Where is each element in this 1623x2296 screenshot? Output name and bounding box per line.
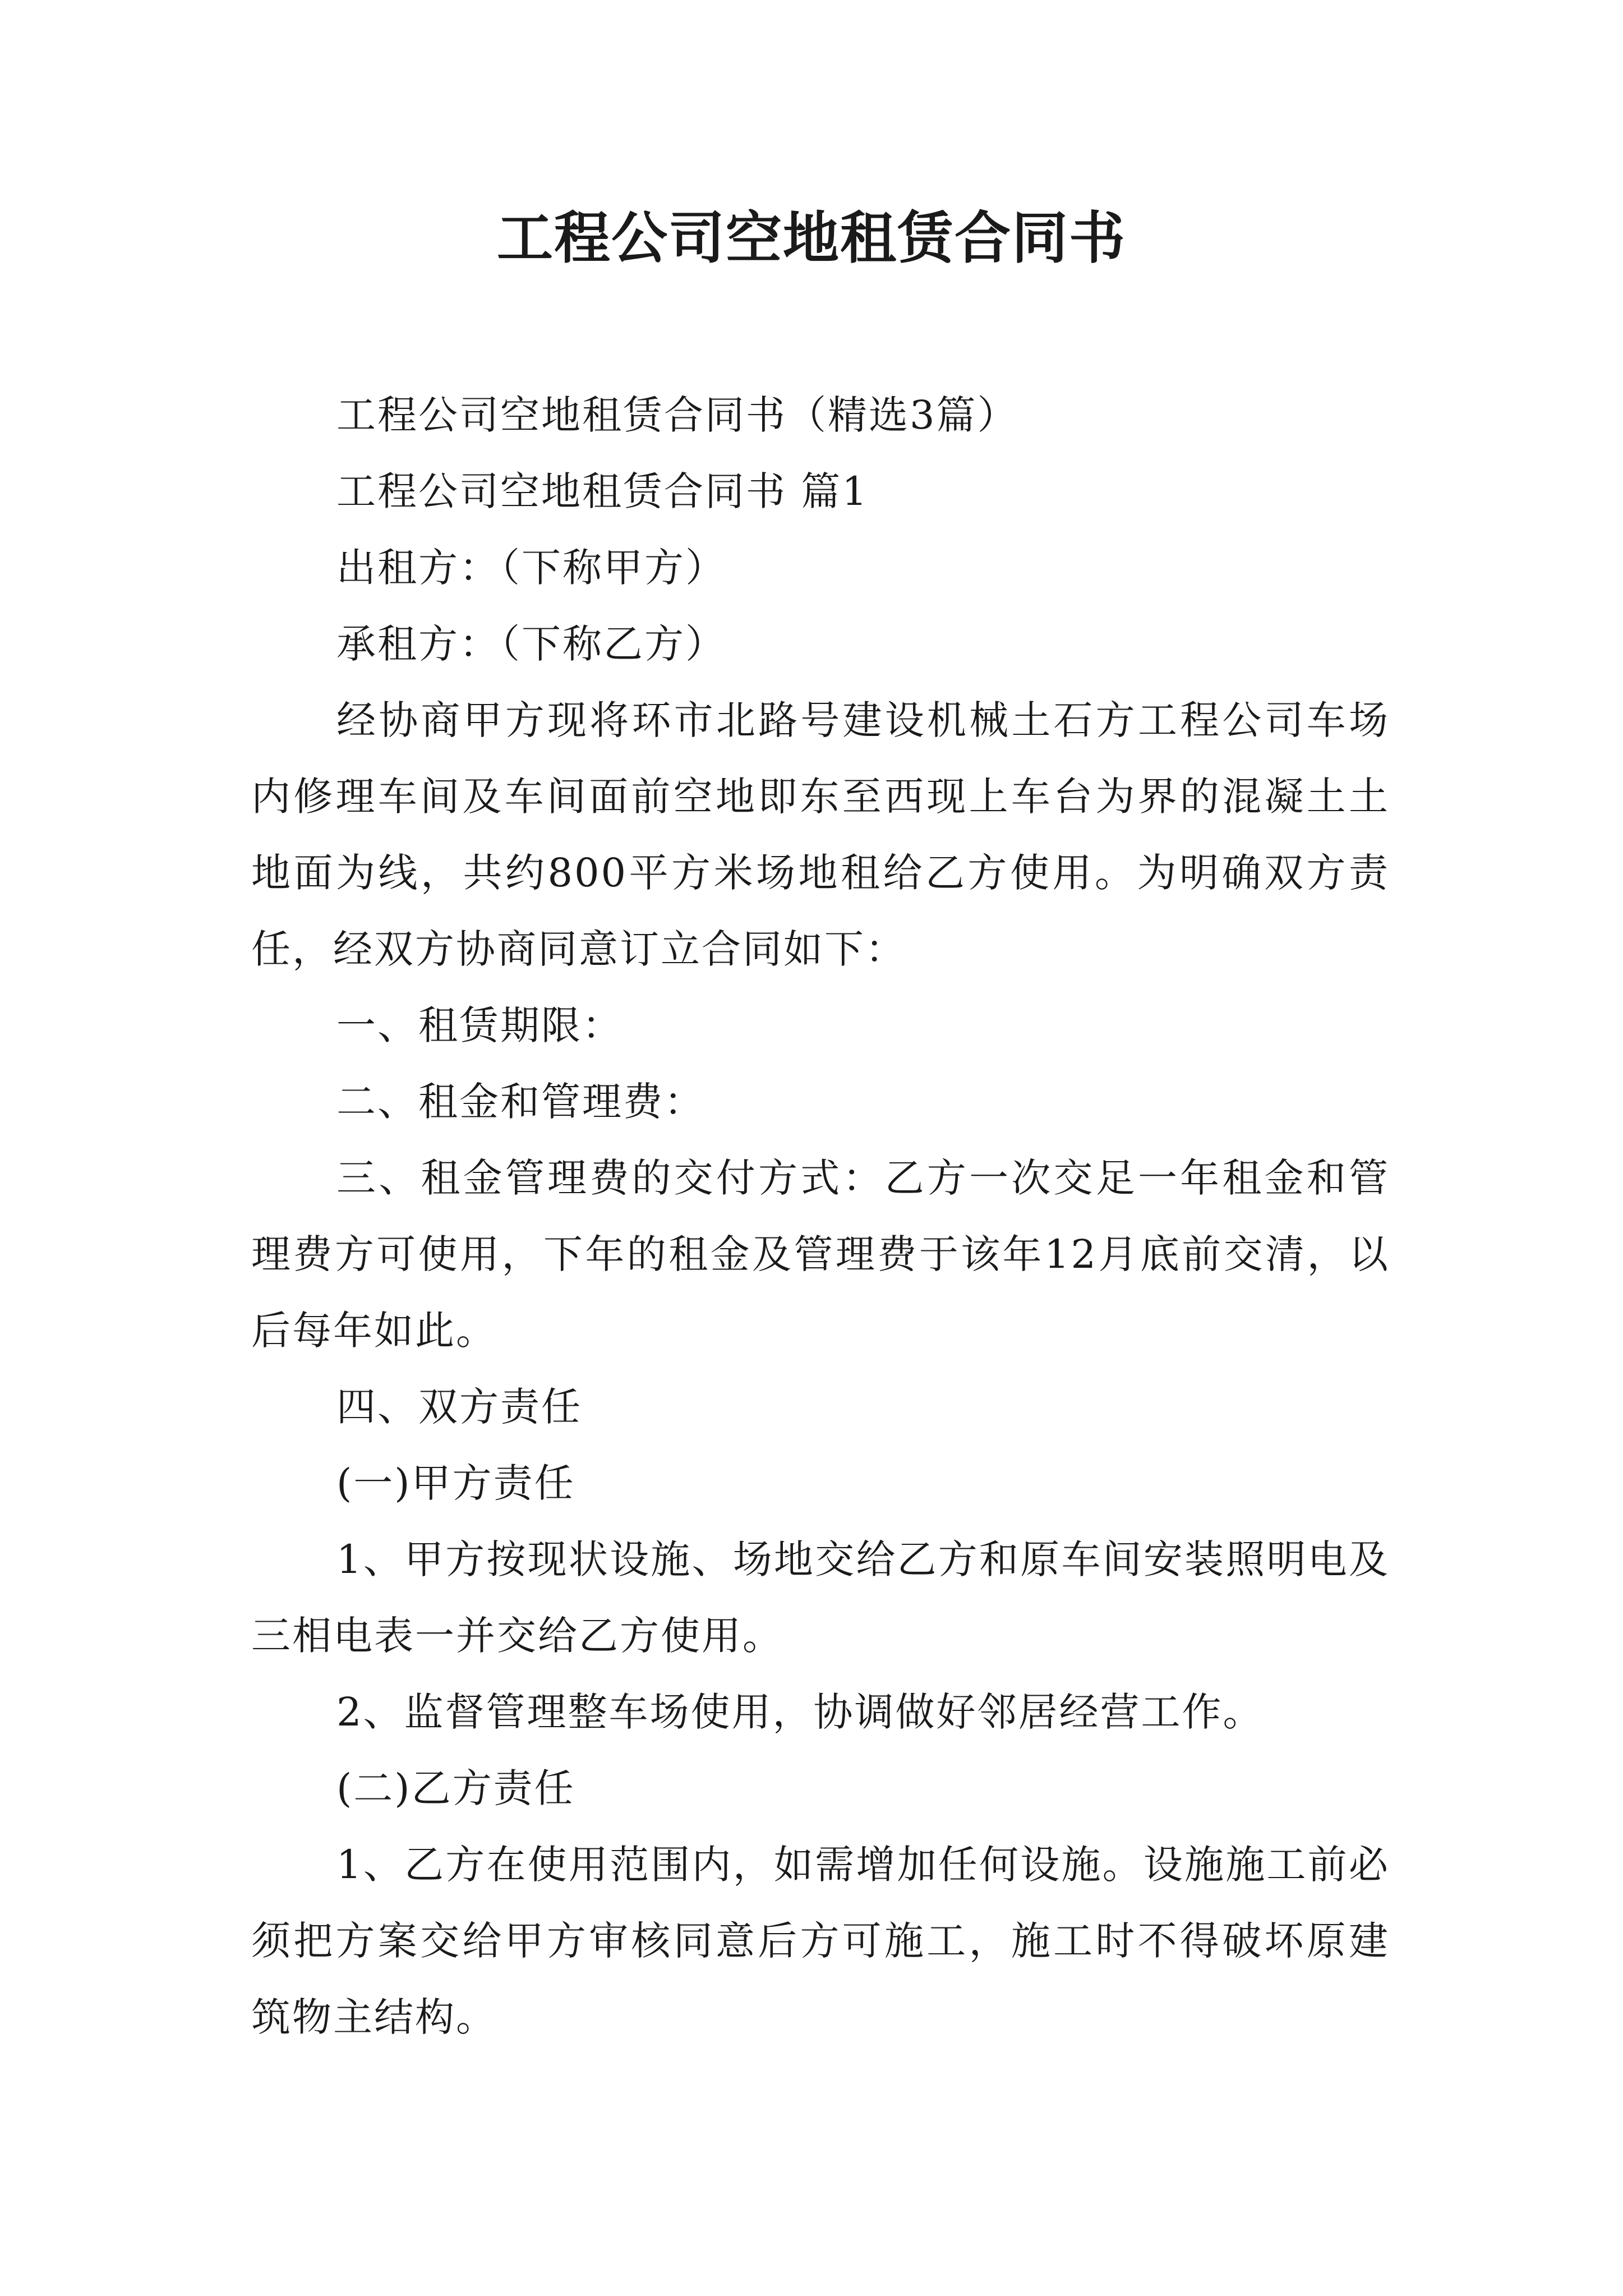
paragraph-lessee: 承租方：（下称乙方） (336, 621, 726, 667)
paragraph-party-a-item-2: 2、监督管理整车场使用，协调做好邻居经营工作。 (336, 1689, 1264, 1735)
document-body (251, 377, 1390, 2055)
paragraph-party-b-heading: (二)乙方责任 (336, 1765, 575, 1811)
paragraph-clause-3: 三、租金管理费的交付方式：乙方一次交足一年租金和管理费方可使用，下年的租金及管理费于该年12月底前交清，以后每年如此。 (251, 1155, 1390, 1354)
paragraph-lessor: 出租方：（下称甲方） (336, 545, 726, 591)
paragraph-clause-4: 四、双方责任 (336, 1384, 582, 1430)
paragraph-party-a-heading: (一)甲方责任 (336, 1460, 575, 1506)
paragraph-party-b-item-1: 1、乙方在使用范围内，如需增加任何设施。设施施工前必须把方案交给甲方审核同意后方可施工，施工时不得破坏原建筑物主结构。 (251, 1842, 1390, 2040)
document-title: 工程公司空地租赁合同书 (497, 205, 1126, 271)
paragraph-clause-2: 二、租金和管理费： (336, 1079, 705, 1125)
paragraph-preamble: 经协商甲方现将环市北路号建设机械土石方工程公司车场内修理车间及车间面前空地即东至西现上车台为界的混凝土土地面为线，共约800平方米场地租给乙方使用。为明确双方责任，经双方协商同意订立合同如下： (251, 697, 1390, 972)
paragraph-subtitle: 工程公司空地租赁合同书（精选3篇） (336, 392, 1018, 438)
paragraph-clause-1: 一、租赁期限： (336, 1002, 623, 1048)
paragraph-party-a-item-1: 1、甲方按现状设施、场地交给乙方和原车间安装照明电及三相电表一并交给乙方使用。 (251, 1536, 1390, 1659)
paragraph-section-heading: 工程公司空地租赁合同书 篇1 (336, 468, 869, 514)
